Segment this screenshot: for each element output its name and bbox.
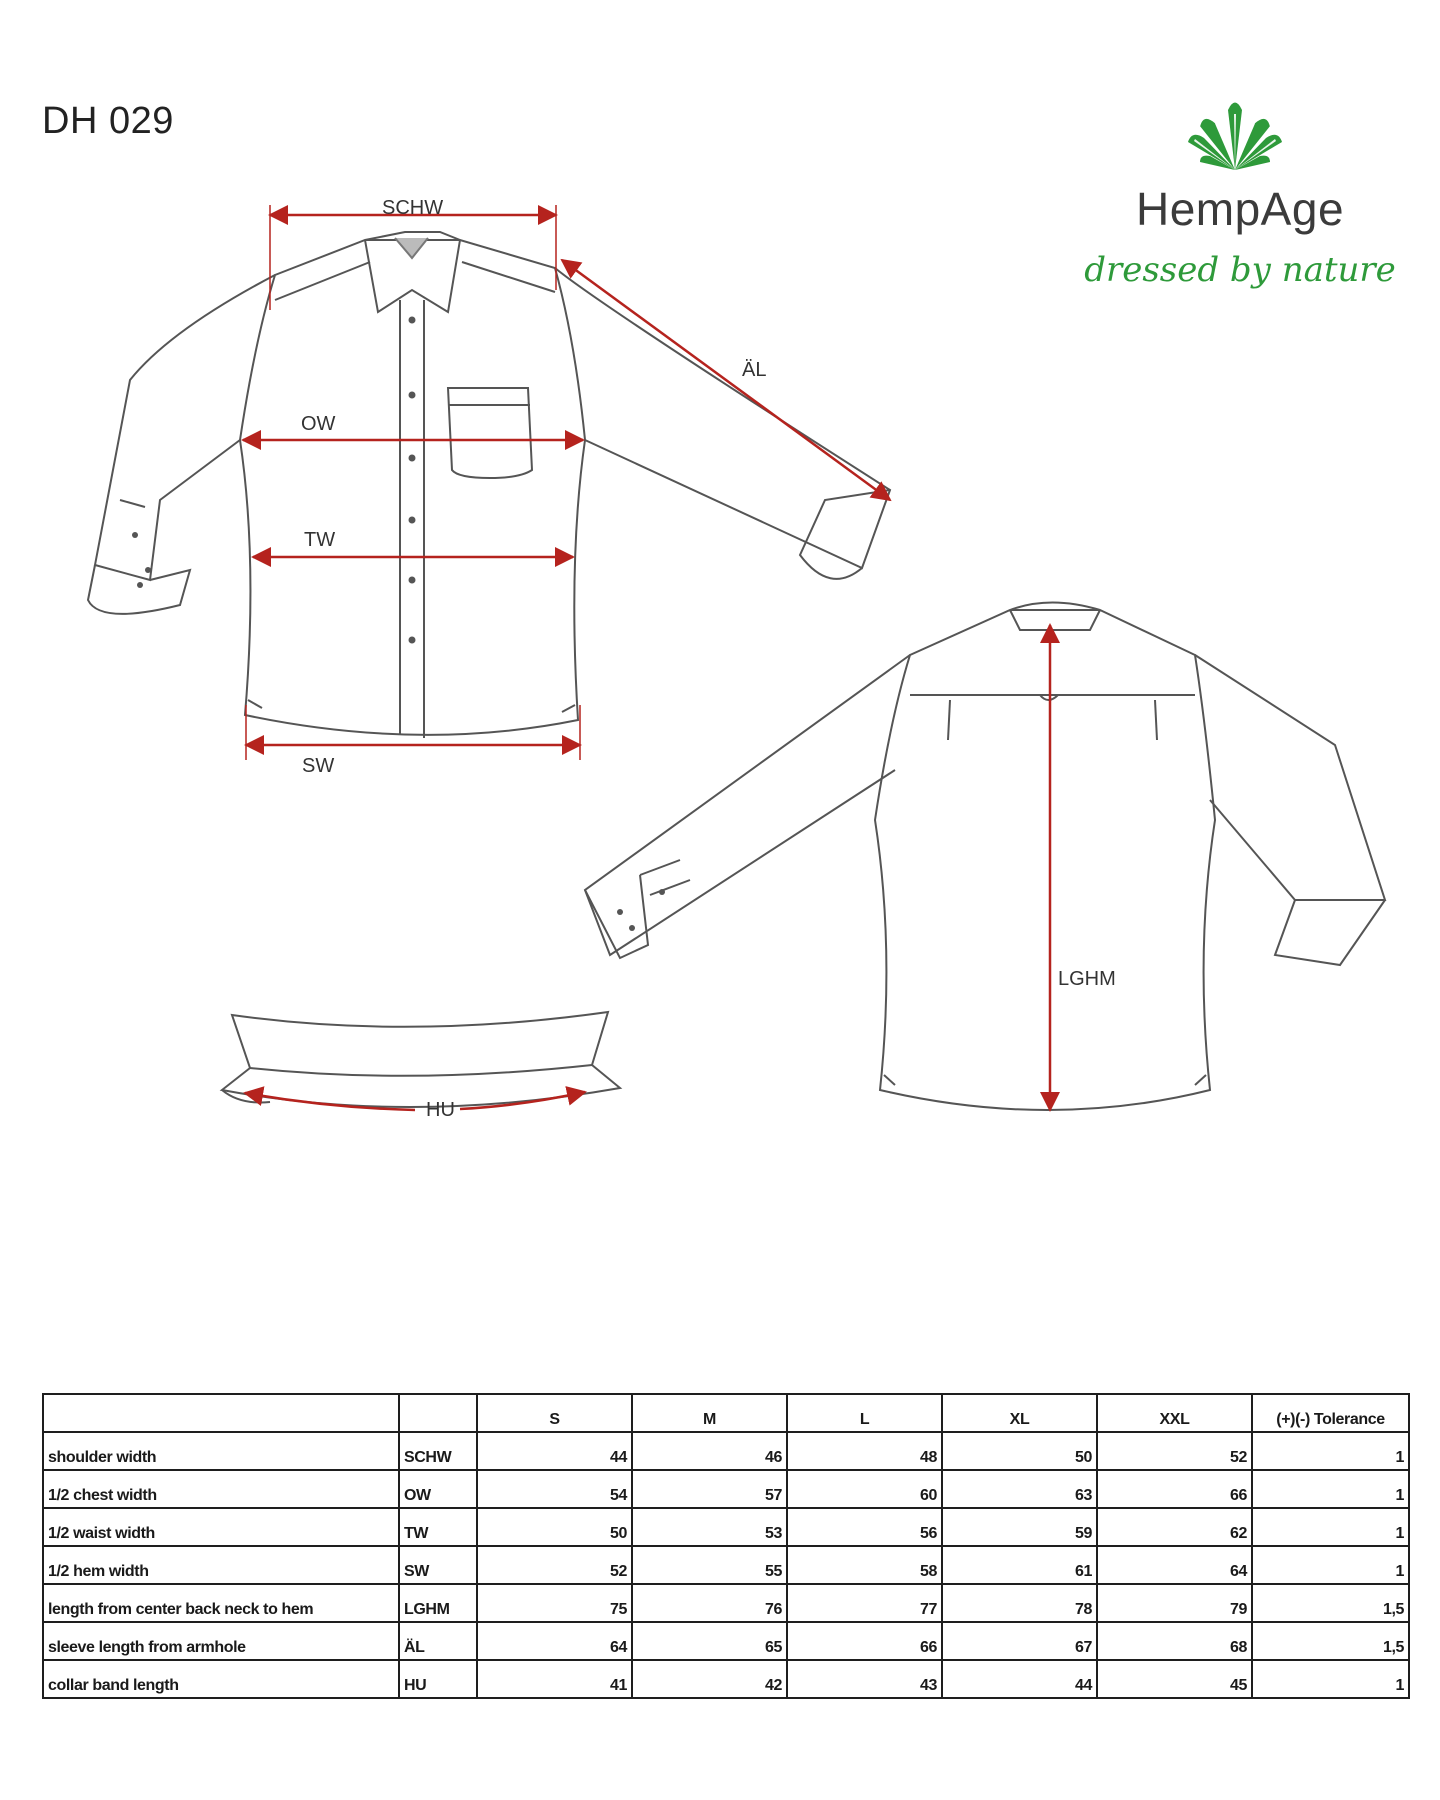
row-code: TW (399, 1508, 477, 1546)
value-xl: 50 (942, 1432, 1097, 1470)
row-description: sleeve length from armhole (43, 1622, 399, 1660)
label-sw: SW (302, 755, 335, 777)
row-description: shoulder width (43, 1432, 399, 1470)
row-code: OW (399, 1470, 477, 1508)
brand-tagline: dressed by nature (1084, 250, 1396, 290)
value-s: 54 (477, 1470, 632, 1508)
value-l: 60 (787, 1470, 942, 1508)
header-size-l: L (787, 1394, 942, 1432)
value-xxl: 66 (1097, 1470, 1252, 1508)
value-s: 52 (477, 1546, 632, 1584)
table-row (43, 1508, 1409, 1546)
row-description: collar band length (43, 1660, 399, 1698)
table-row (43, 1584, 1409, 1622)
front-measurements (243, 205, 890, 760)
size-chart-table (42, 1393, 1410, 1699)
label-ow: OW (301, 413, 336, 435)
value-xxl: 64 (1097, 1546, 1252, 1584)
label-tw: TW (304, 529, 336, 551)
row-code: SW (399, 1546, 477, 1584)
shirt-front-view (88, 232, 890, 738)
label-hu: HU (426, 1099, 455, 1121)
value-xxl: 68 (1097, 1622, 1252, 1660)
value-m: 53 (632, 1508, 787, 1546)
table-row (43, 1432, 1409, 1470)
row-code: SCHW (399, 1432, 477, 1470)
value-m: 55 (632, 1546, 787, 1584)
row-description: length from center back neck to hem (43, 1584, 399, 1622)
value-xl: 61 (942, 1546, 1097, 1584)
value-xl: 67 (942, 1622, 1097, 1660)
value-xl: 63 (942, 1470, 1097, 1508)
value-tolerance: 1,5 (1252, 1622, 1409, 1660)
value-xl: 59 (942, 1508, 1097, 1546)
value-tolerance: 1 (1252, 1546, 1409, 1584)
row-code: ÄL (399, 1622, 477, 1660)
value-m: 46 (632, 1432, 787, 1470)
value-xl: 78 (942, 1584, 1097, 1622)
value-s: 41 (477, 1660, 632, 1698)
header-tolerance: (+)(-) Tolerance (1252, 1394, 1409, 1432)
value-l: 56 (787, 1508, 942, 1546)
table-row (43, 1622, 1409, 1660)
table-header-row (43, 1394, 1409, 1432)
value-s: 44 (477, 1432, 632, 1470)
row-description: 1/2 hem width (43, 1546, 399, 1584)
value-l: 77 (787, 1584, 942, 1622)
value-m: 42 (632, 1660, 787, 1698)
value-l: 58 (787, 1546, 942, 1584)
value-xxl: 45 (1097, 1660, 1252, 1698)
brand-name: HempAge (1135, 183, 1345, 235)
value-s: 50 (477, 1508, 632, 1546)
header-size-xl: XL (942, 1394, 1097, 1432)
header-size-xxl: XXL (1097, 1394, 1252, 1432)
value-l: 43 (787, 1660, 942, 1698)
value-tolerance: 1 (1252, 1432, 1409, 1470)
value-l: 48 (787, 1432, 942, 1470)
value-m: 65 (632, 1622, 787, 1660)
row-description: 1/2 waist width (43, 1508, 399, 1546)
front-buttons (132, 317, 416, 644)
value-s: 64 (477, 1622, 632, 1660)
label-lghm: LGHM (1058, 968, 1116, 990)
value-xxl: 62 (1097, 1508, 1252, 1546)
row-code: LGHM (399, 1584, 477, 1622)
label-schw: SCHW (382, 197, 444, 219)
row-description: 1/2 chest width (43, 1470, 399, 1508)
collar-band-view (222, 1012, 620, 1107)
table-row (43, 1660, 1409, 1698)
value-s: 75 (477, 1584, 632, 1622)
header-size-s: S (477, 1394, 632, 1432)
table-row (43, 1546, 1409, 1584)
value-tolerance: 1 (1252, 1508, 1409, 1546)
value-m: 57 (632, 1470, 787, 1508)
value-l: 66 (787, 1622, 942, 1660)
row-code: HU (399, 1660, 477, 1698)
header-size-m: M (632, 1394, 787, 1432)
shirt-back-view (585, 603, 1385, 1111)
value-xl: 44 (942, 1660, 1097, 1698)
label-al: ÄL (742, 359, 767, 381)
value-tolerance: 1 (1252, 1470, 1409, 1508)
header-description (43, 1394, 399, 1432)
value-tolerance: 1,5 (1252, 1584, 1409, 1622)
value-m: 76 (632, 1584, 787, 1622)
style-code: DH 029 (42, 100, 174, 142)
value-tolerance: 1 (1252, 1660, 1409, 1698)
header-code (399, 1394, 477, 1432)
table-row (43, 1470, 1409, 1508)
value-xxl: 79 (1097, 1584, 1252, 1622)
value-xxl: 52 (1097, 1432, 1252, 1470)
